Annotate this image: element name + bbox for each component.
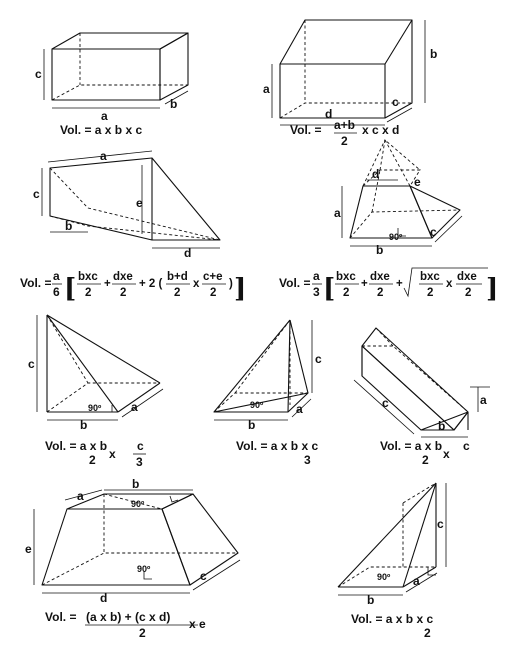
svg-text:]: ]: [234, 274, 247, 304]
svg-text:[: [: [323, 274, 336, 304]
formula-right-wedge: [351, 612, 433, 640]
label-d: d: [325, 107, 333, 121]
rectangular-pyramid: [214, 320, 322, 467]
label-b: b: [367, 593, 375, 607]
label-c: c: [392, 95, 399, 109]
label-b: b: [65, 219, 73, 233]
svg-text:2: 2: [343, 287, 350, 299]
svg-text:Vol. =: Vol. =: [279, 276, 311, 290]
svg-text:x: x: [193, 278, 200, 290]
svg-text:x: x: [443, 447, 450, 461]
label-c: c: [315, 352, 322, 366]
label-a: a: [131, 400, 138, 414]
svg-text:6: 6: [53, 285, 60, 299]
svg-text:2: 2: [341, 134, 348, 148]
svg-text:c: c: [463, 439, 470, 453]
svg-text:bxc: bxc: [420, 271, 440, 283]
formula-tapered-wedge: [20, 269, 246, 304]
label-a: a: [77, 489, 84, 503]
svg-text:): ): [229, 278, 233, 290]
svg-text:(a x b) + (c x d): (a x b) + (c x d): [86, 610, 171, 624]
label-a: a: [296, 402, 303, 416]
svg-text:c: c: [137, 439, 144, 453]
svg-text:+: +: [396, 278, 403, 290]
rectangular-prism: [35, 33, 188, 137]
svg-text:a: a: [313, 269, 320, 283]
formula-frustum: [45, 610, 206, 640]
svg-text:Vol. = a x b x c: Vol. = a x b x c: [351, 612, 434, 626]
svg-text:a+b: a+b: [334, 118, 356, 132]
tapered-wedge: [20, 149, 246, 304]
label-b: b: [376, 243, 384, 257]
label-d: d: [184, 246, 192, 260]
label-e: e: [136, 196, 143, 210]
svg-text:e: e: [199, 617, 206, 631]
label-d: d: [100, 591, 108, 605]
formula-truncated-pyramid: [279, 268, 498, 304]
label-b: b: [170, 97, 178, 111]
svg-text:c+e: c+e: [203, 271, 223, 283]
svg-text:dxe: dxe: [370, 271, 390, 283]
right-angle-label: 90º: [137, 564, 151, 574]
svg-text:+: +: [104, 278, 111, 290]
svg-text:x: x: [189, 617, 196, 631]
svg-text:2: 2: [377, 287, 384, 299]
svg-text:2: 2: [422, 453, 429, 467]
label-c: c: [437, 517, 444, 531]
truncated-pyramid: [279, 140, 498, 304]
label-e: e: [414, 175, 421, 189]
label-e: e: [25, 542, 32, 556]
label-b: b: [430, 47, 438, 61]
svg-text:2: 2: [89, 453, 96, 467]
svg-text:Vol. = a x b: Vol. = a x b: [45, 439, 108, 453]
label-c: c: [382, 396, 389, 410]
svg-text:2: 2: [465, 287, 472, 299]
svg-text:[: [: [64, 274, 77, 304]
svg-text:bxc: bxc: [78, 271, 98, 283]
label-c: c: [33, 187, 40, 201]
svg-text:2: 2: [139, 626, 146, 640]
svg-text:dxe: dxe: [113, 271, 133, 283]
right-angle-label: 90º: [250, 400, 264, 410]
svg-text:dxe: dxe: [457, 271, 477, 283]
formula-rect-prism: Vol. = a x b x c: [60, 123, 143, 137]
right-angle-label: 90º: [389, 232, 403, 242]
svg-text:2: 2: [174, 287, 181, 299]
label-d: d: [372, 167, 380, 181]
right-angle-label: 90º: [131, 499, 145, 509]
label-c: c: [28, 357, 35, 371]
svg-text:+ 2 (: + 2 (: [139, 278, 163, 290]
label-b: b: [248, 418, 256, 432]
label-a: a: [413, 574, 420, 588]
svg-text:Vol. =: Vol. =: [20, 276, 52, 290]
svg-text:x: x: [446, 278, 453, 290]
label-a: a: [100, 149, 107, 163]
svg-text:Vol. =: Vol. =: [290, 123, 322, 137]
svg-text:3: 3: [136, 455, 143, 469]
svg-text:]: ]: [486, 274, 499, 304]
svg-text:3: 3: [313, 285, 320, 299]
right-angle-label: 90º: [377, 572, 391, 582]
label-c: c: [200, 569, 207, 583]
formula-triangular-prism: [380, 439, 470, 467]
label-a: a: [334, 206, 341, 220]
svg-text:Vol. = a x b x c: Vol. = a x b x c: [236, 439, 319, 453]
triangular-prism: [354, 328, 490, 467]
svg-text:2: 2: [424, 626, 431, 640]
svg-text:2: 2: [120, 287, 127, 299]
frustum: [25, 477, 240, 640]
right-wedge: [338, 483, 446, 640]
svg-text:bxc: bxc: [336, 271, 356, 283]
sloped-box: [263, 20, 437, 148]
label-b: b: [438, 419, 446, 433]
svg-text:2: 2: [427, 287, 434, 299]
label-b: b: [132, 477, 140, 491]
svg-text:b+d: b+d: [167, 271, 188, 283]
label-c: c: [430, 225, 437, 239]
label-b: b: [80, 418, 88, 432]
label-c: c: [35, 67, 42, 81]
formula-rectangular-pyramid: [236, 439, 318, 467]
svg-text:3: 3: [304, 453, 311, 467]
svg-text:x c x d: x c x d: [362, 123, 400, 137]
svg-text:+: +: [361, 278, 368, 290]
corner-pyramid: [28, 315, 163, 469]
right-angle-label: 90º: [88, 403, 102, 413]
label-a: a: [101, 109, 108, 123]
formula-corner-pyramid: [45, 439, 146, 469]
svg-text:Vol. =: Vol. =: [45, 610, 77, 624]
svg-text:a: a: [53, 269, 60, 283]
label-a: a: [263, 82, 270, 96]
label-a: a: [480, 393, 487, 407]
svg-text:Vol. = a x b: Vol. = a x b: [380, 439, 443, 453]
svg-text:x: x: [109, 447, 116, 461]
svg-text:2: 2: [85, 287, 92, 299]
svg-text:2: 2: [210, 287, 217, 299]
